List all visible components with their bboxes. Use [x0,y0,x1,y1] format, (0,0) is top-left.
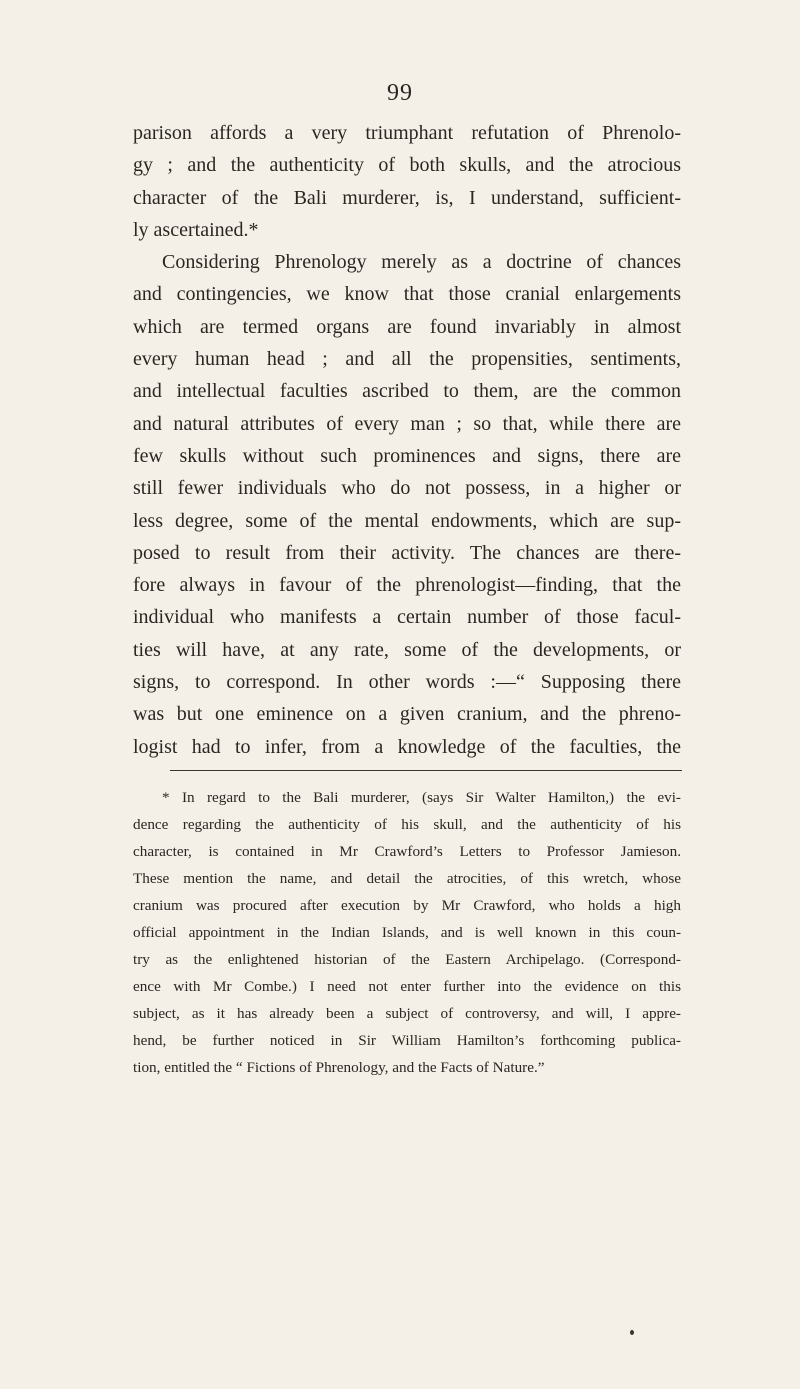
body-line: fore always in favour of the phrenologist—finding, that the [133,574,681,597]
body-line: logist had to infer, from a knowledge of the faculties, the [133,735,681,758]
body-line: ties will have, at any rate, some of the developments, or [133,638,681,661]
body-line: ly ascertained.* [133,218,259,241]
footnote-line: tion, entitled the “ Fictions of Phrenology, and the Facts of Nature.” [133,1059,545,1076]
body-text [133,117,681,763]
body-line: gy ; and the authenticity of both skulls, and the atrocious [133,154,681,177]
footnote-divider [170,770,682,771]
body-line: every human head ; and all the propensities, sentiments, [133,348,681,371]
body-line: and contingencies, we know that those cranial enlargements [133,283,681,306]
footnote [133,784,681,1081]
footnote-line: character, is contained in Mr Crawford’s Letters to Professor Jamieson. [133,843,681,860]
body-line: signs, to correspond. In other words :—“ Supposing there [133,671,681,694]
body-line: which are termed organs are found invariably in almost [133,315,681,338]
footnote-line: These mention the name, and detail the atrocities, of this wretch, whose [133,870,681,887]
footnote-line: cranium was procured after execution by Mr Crawford, who holds a high [133,897,681,914]
footnote-line: ence with Mr Combe.) I need not enter further into the evidence on this [133,978,681,995]
body-line: and natural attributes of every man ; so that, while there are [133,412,681,435]
footnote-line: dence regarding the authenticity of his skull, and the authenticity of his [133,816,681,833]
page-number: 99 [387,80,413,106]
body-line: few skulls without such prominences and signs, there are [133,444,681,467]
body-line: was but one eminence on a given cranium, and the phreno- [133,703,681,726]
body-line: still fewer individuals who do not possess, in a higher or [133,477,681,500]
footnote-line: official appointment in the Indian Islands, and is well known in this coun- [133,924,681,941]
body-line: less degree, some of the mental endowments, which are sup- [133,509,681,532]
body-line: individual who manifests a certain number of those facul- [133,606,681,629]
footnote-line: hend, be further noticed in Sir William Hamilton’s forthcoming publica- [133,1032,681,1049]
footnote-line: subject, as it has already been a subject of controversy, and will, I appre- [133,1005,681,1022]
body-line: Considering Phrenology merely as a doctrine of chances [162,251,681,274]
footnote-line: * In regard to the Bali murderer, (says Sir Walter Hamilton,) the evi- [162,789,681,806]
body-line: and intellectual faculties ascribed to them, are the common [133,380,681,403]
footnote-line: try as the enlightened historian of the Eastern Archipelago. (Correspond- [133,951,681,968]
body-line: character of the Bali murderer, is, I understand, sufficient- [133,186,681,209]
body-line: posed to result from their activity. The chances are there- [133,541,681,564]
ink-speck [630,1330,634,1335]
body-line: parison affords a very triumphant refutation of Phrenolo- [133,122,681,144]
